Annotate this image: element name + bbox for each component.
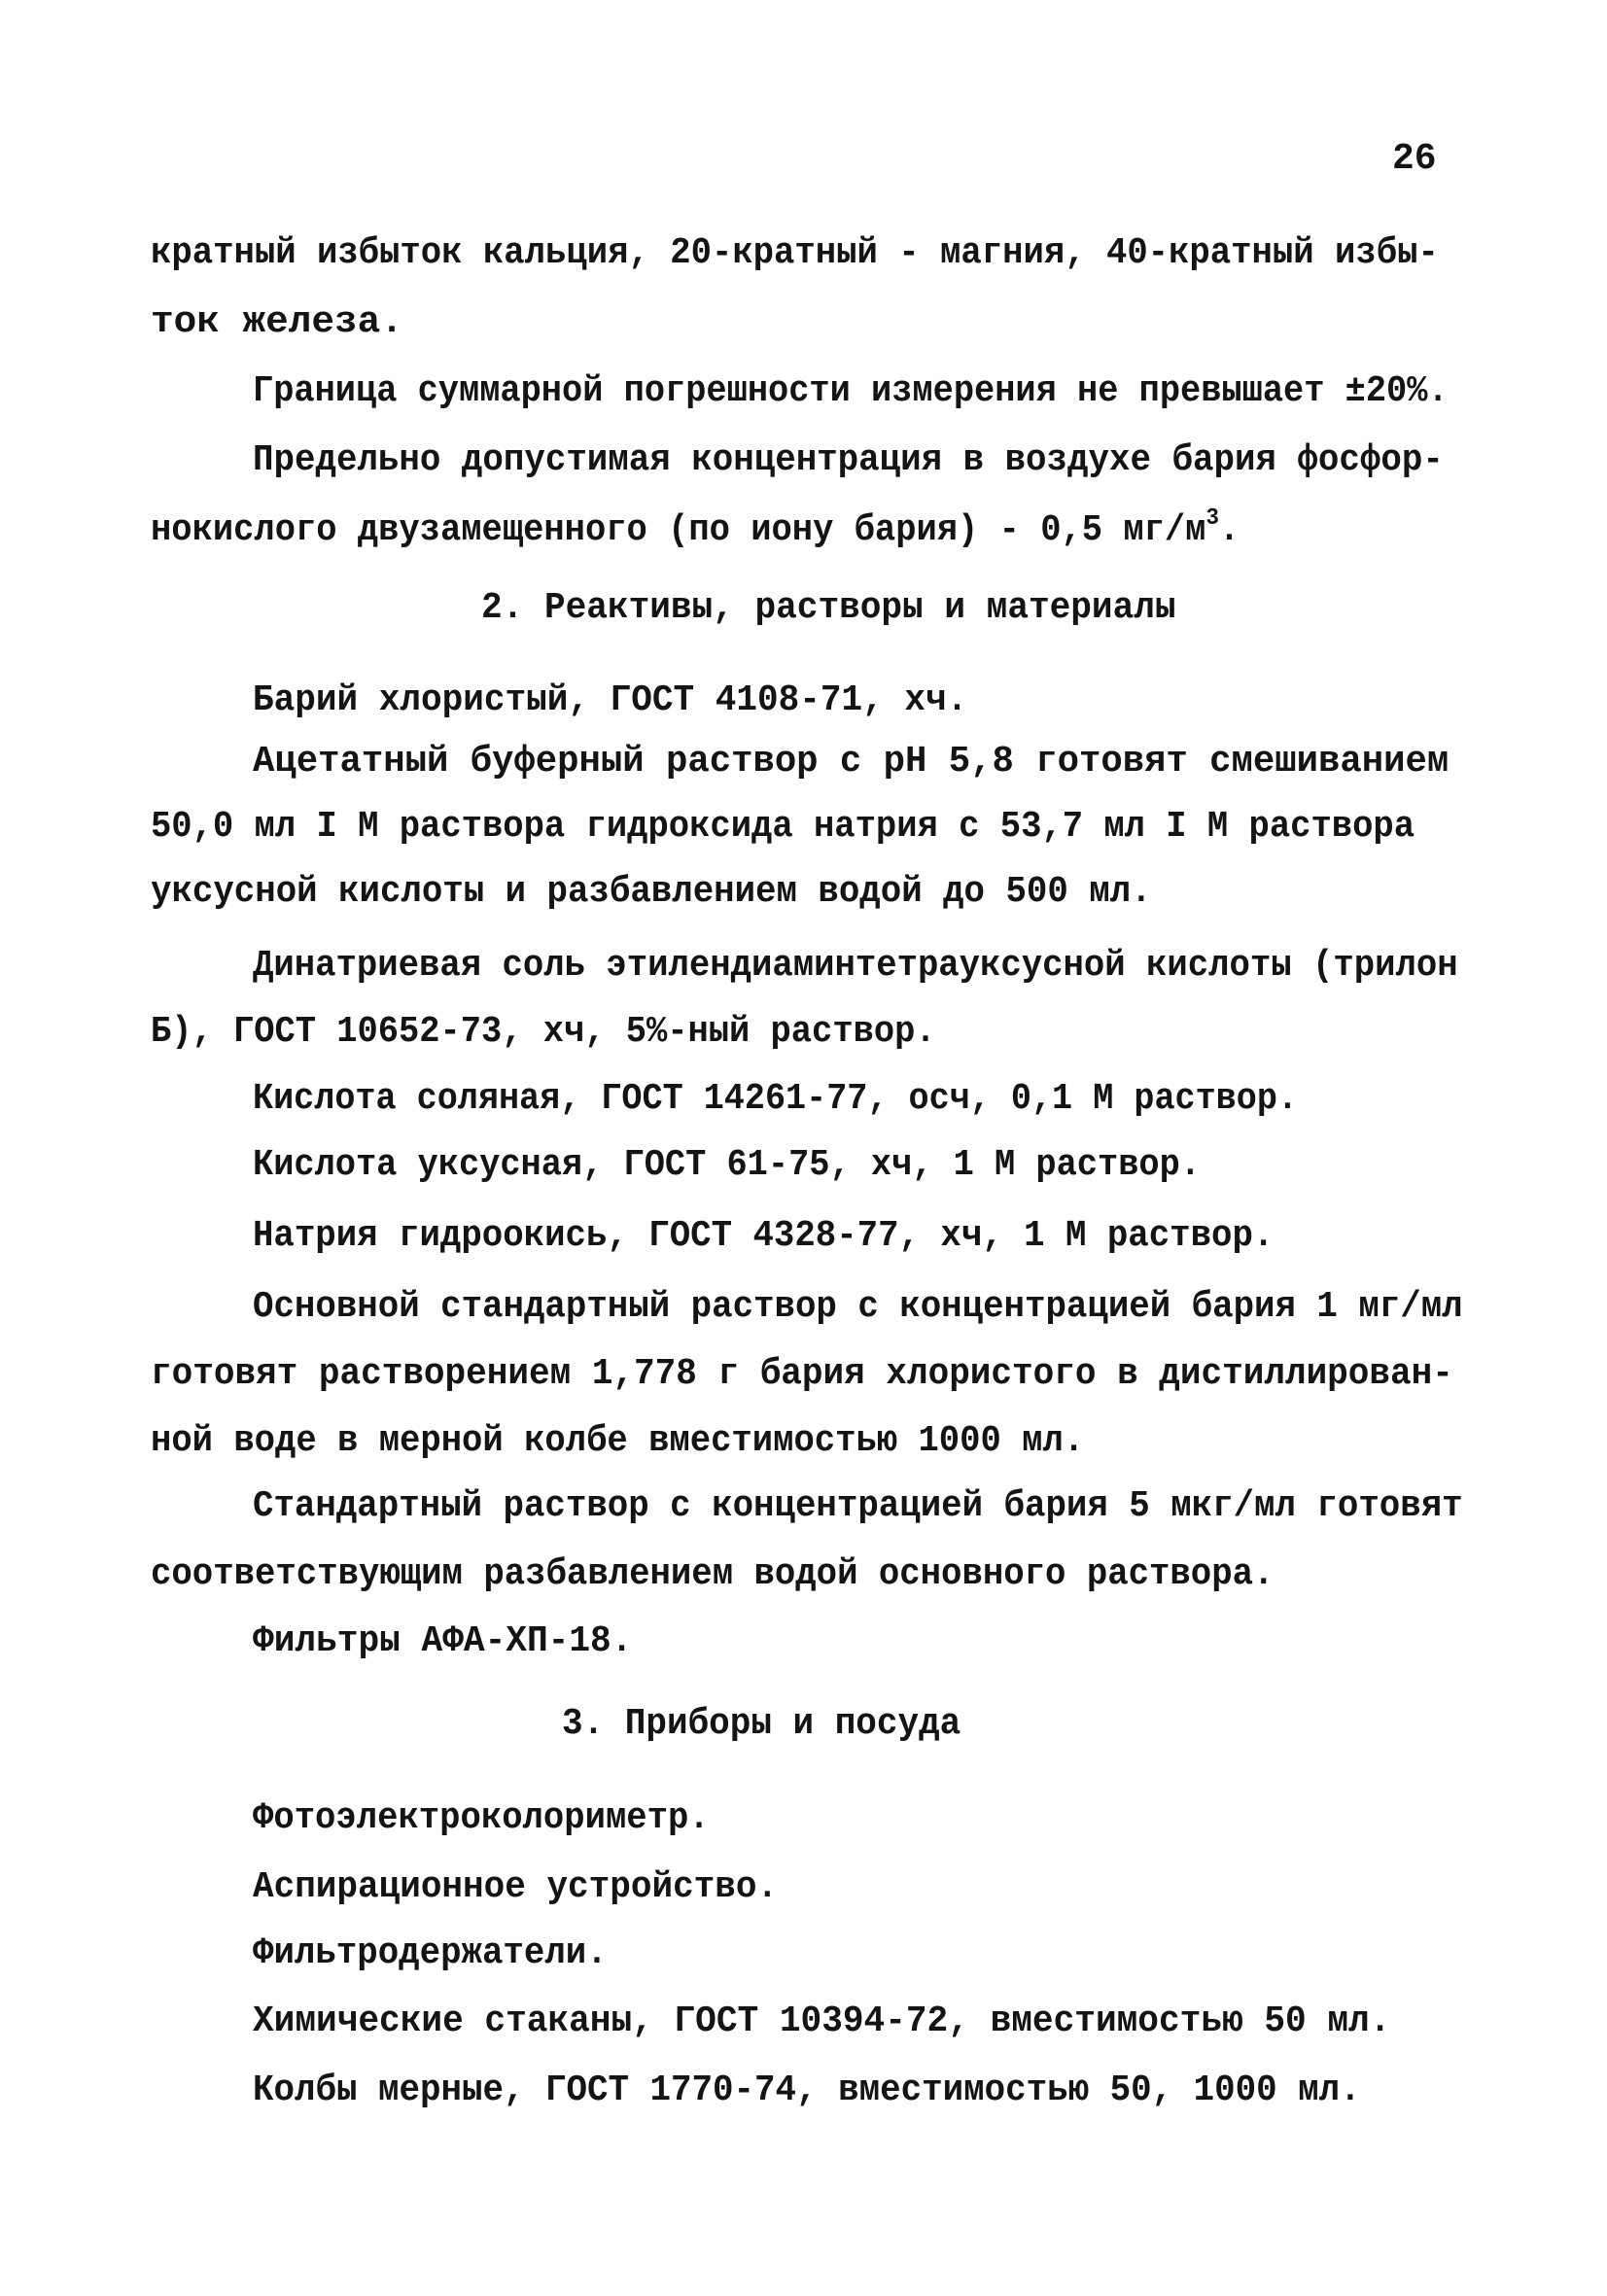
text-line: Кислота уксусная, ГОСТ 61-75, хч, 1 М раствор.: [253, 1144, 1201, 1186]
text-line: Б), ГОСТ 10652-73, хч, 5%-ный раствор.: [151, 1011, 936, 1053]
text-line: готовят растворением 1,778 г бария хлористого в дистиллирован-: [151, 1353, 1453, 1395]
superscript: 3: [1205, 505, 1219, 532]
text-line: Колбы мерные, ГОСТ 1770-74, вместимостью 50, 1000 мл.: [253, 2070, 1361, 2111]
text-line: Стандартный раствор с концентрацией бария 5 мкг/мл готовят: [253, 1485, 1463, 1527]
text-line: Химические стаканы, ГОСТ 10394-72, вместимостью 50 мл.: [253, 2000, 1391, 2042]
text-line: Фотоэлектроколориметр.: [253, 1797, 710, 1839]
text-line: Аспирационное устройство.: [253, 1866, 779, 1908]
text-line: Ацетатный буферный раствор с рН 5,8 готовят смешиванием: [253, 741, 1450, 783]
page-number: 26: [1392, 138, 1437, 180]
text-line: нокислого двузамещенного (по иону бария) - 0,5 $мг/м^3$.: [151, 505, 1240, 551]
text-line: Кислота соляная, ГОСТ 14261-77, осч, 0,1 М раствор.: [253, 1078, 1298, 1120]
text-line-main: нокислого двузамещенного (по иону бария) - 0,5 мг/м: [151, 509, 1206, 551]
text-line: Динатриевая соль этилендиаминтетрауксусной кислоты (трилон: [253, 945, 1458, 987]
text-line: уксусной кислоты и разбавлением водой до 500 мл.: [151, 871, 1152, 913]
section-heading: 2. Реактивы, растворы и материалы: [481, 587, 1176, 629]
text-line: Предельно допустимая концентрация в воздухе бария фосфор-: [253, 439, 1444, 481]
text-line: Барий хлористый, ГОСТ 4108-71, хч.: [253, 679, 968, 721]
text-line: 50,0 мл I М раствора гидроксида натрия с 53,7 мл I М раствора: [151, 806, 1415, 848]
text-line: Фильтры АФА-ХП-18.: [253, 1620, 633, 1662]
section-heading: 3. Приборы и посуда: [562, 1703, 961, 1745]
text-line: соответствующим разбавлением водой основного раствора.: [151, 1553, 1275, 1595]
text-line: ной воде в мерной колбе вместимостью 1000 мл.: [151, 1420, 1085, 1462]
text-line: Граница суммарной погрешности измерения не превышает ±20%.: [253, 370, 1449, 412]
text-line: Основной стандартный раствор с концентрацией бария 1 мг/мл: [253, 1286, 1463, 1328]
text-line: ток железа.: [151, 301, 403, 343]
text-line: Натрия гидроокись, ГОСТ 4328-77, хч, 1 М раствор.: [253, 1215, 1275, 1257]
text-line: кратный избыток кальция, 20-кратный - магния, 40-кратный избы-: [151, 232, 1439, 274]
text-line: Фильтродержатели.: [253, 1932, 608, 1974]
